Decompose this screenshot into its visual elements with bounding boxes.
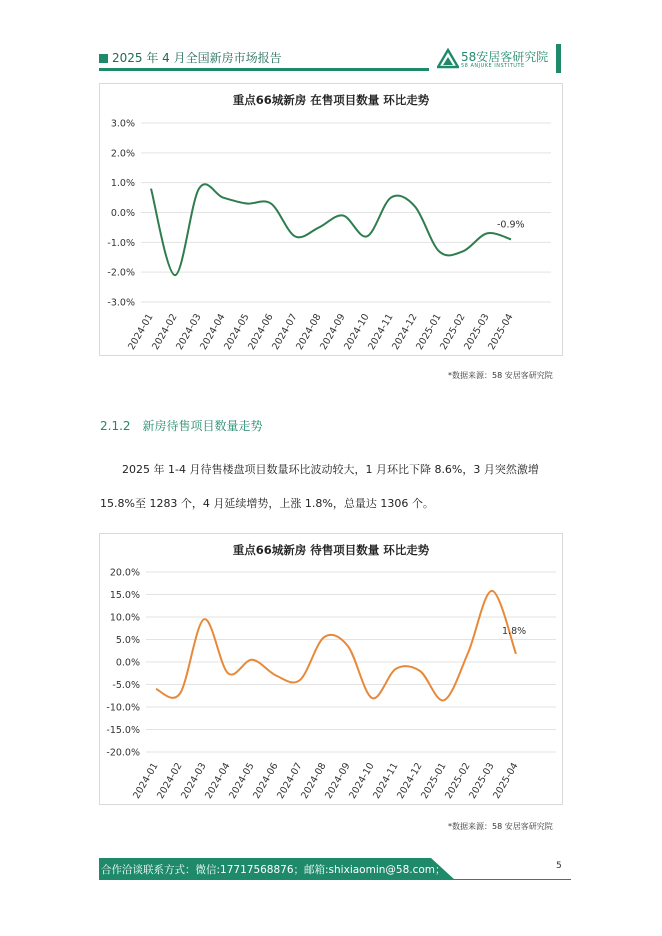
y-tick-label: -5.0% xyxy=(112,680,140,691)
y-tick-label: 2.0% xyxy=(110,148,135,160)
y-tick-label: 3.0% xyxy=(110,118,135,130)
x-tick-label: 2024-07 xyxy=(275,761,305,801)
x-tick-label: 2024-06 xyxy=(246,312,276,352)
x-tick-label: 2024-01 xyxy=(131,761,161,801)
x-tick-label: 2024-04 xyxy=(198,312,228,352)
logo-text-en: 58 ANJUKE INSTITUTE xyxy=(461,63,525,69)
series-line xyxy=(151,184,511,275)
chart-pending-projects xyxy=(99,533,563,805)
x-tick-label: 2025-03 xyxy=(467,761,497,801)
x-tick-label: 2024-02 xyxy=(150,312,180,352)
logo-mark-icon xyxy=(437,48,459,70)
x-tick-label: 2024-08 xyxy=(294,312,324,352)
x-tick-label: 2025-04 xyxy=(491,761,521,801)
footer-contact: 合作洽谈联系方式：微信:17717568876；邮箱:shixiaomin@58.com； xyxy=(101,864,446,876)
x-tick-label: 2025-04 xyxy=(486,312,516,352)
x-tick-label: 2024-10 xyxy=(347,761,377,801)
footer-line xyxy=(440,879,571,880)
paragraph-line-1: 2025 年 1-4 月待售楼盘项目数量环比波动较大，1 月环比下降 8.6%，3 月突然激增 xyxy=(122,463,539,476)
x-tick-label: 2024-05 xyxy=(227,761,257,801)
y-tick-label: 15.0% xyxy=(109,590,140,601)
x-tick-label: 2024-02 xyxy=(155,761,185,801)
chart-pending-svg xyxy=(100,534,562,804)
last-value-label: -0.9% xyxy=(497,219,525,231)
last-value-label: 1.8% xyxy=(502,625,527,637)
y-tick-label: -3.0% xyxy=(107,297,135,309)
x-tick-label: 2024-05 xyxy=(222,312,252,352)
x-tick-label: 2024-03 xyxy=(179,761,209,801)
data-source-note: *数据来源：58 安居客研究院 xyxy=(448,371,553,380)
x-tick-label: 2024-03 xyxy=(174,312,204,352)
data-source-note: *数据来源：58 安居客研究院 xyxy=(448,822,553,831)
header-underline xyxy=(99,68,429,71)
paragraph-line-2: 15.8%至 1283 个，4 月延续增势，上涨 1.8%，总量达 1306 个。 xyxy=(100,497,434,510)
x-tick-label: 2024-12 xyxy=(395,761,425,801)
y-tick-label: -1.0% xyxy=(107,237,135,249)
x-tick-label: 2024-12 xyxy=(390,312,420,352)
x-tick-label: 2025-01 xyxy=(414,312,444,352)
header-square-icon xyxy=(99,54,108,63)
header-side-bar xyxy=(556,44,561,73)
x-tick-label: 2024-11 xyxy=(371,761,401,801)
institute-logo xyxy=(437,47,553,73)
chart-on-sale-svg xyxy=(100,84,562,355)
x-tick-label: 2024-09 xyxy=(323,761,353,801)
x-tick-label: 2024-04 xyxy=(203,761,233,801)
y-tick-label: 20.0% xyxy=(109,567,140,579)
x-tick-label: 2024-01 xyxy=(126,312,156,352)
y-tick-label: 0.0% xyxy=(115,657,140,669)
page-number: 5 xyxy=(556,861,562,871)
logo-text-cn: 58安居客研究院 xyxy=(461,50,549,64)
x-tick-label: 2024-10 xyxy=(342,312,372,352)
y-tick-label: 5.0% xyxy=(115,635,140,646)
y-tick-label: -2.0% xyxy=(107,267,135,279)
section-title: 2.1.2 新房待售项目数量走势 xyxy=(100,419,263,433)
chart-title: 重点66城新房 待售项目数量 环比走势 xyxy=(232,543,430,557)
chart-on-sale-projects xyxy=(99,83,563,356)
x-tick-label: 2025-02 xyxy=(443,761,473,801)
y-tick-label: 0.0% xyxy=(110,208,135,219)
x-tick-label: 2025-02 xyxy=(438,312,468,352)
x-tick-label: 2025-01 xyxy=(419,761,449,801)
x-tick-label: 2024-09 xyxy=(318,312,348,352)
x-tick-label: 2024-06 xyxy=(251,761,281,801)
y-tick-label: 10.0% xyxy=(109,612,140,624)
report-title: 2025 年 4 月全国新房市场报告 xyxy=(112,51,282,65)
x-tick-label: 2024-07 xyxy=(270,312,300,352)
x-tick-label: 2025-03 xyxy=(462,312,492,352)
x-tick-label: 2024-08 xyxy=(299,761,329,801)
x-tick-label: 2024-11 xyxy=(366,312,396,352)
y-tick-label: 1.0% xyxy=(110,178,135,190)
chart-title: 重点66城新房 在售项目数量 环比走势 xyxy=(232,93,430,107)
y-tick-label: -15.0% xyxy=(106,725,140,736)
y-tick-label: -20.0% xyxy=(106,747,140,759)
y-tick-label: -10.0% xyxy=(106,702,140,714)
